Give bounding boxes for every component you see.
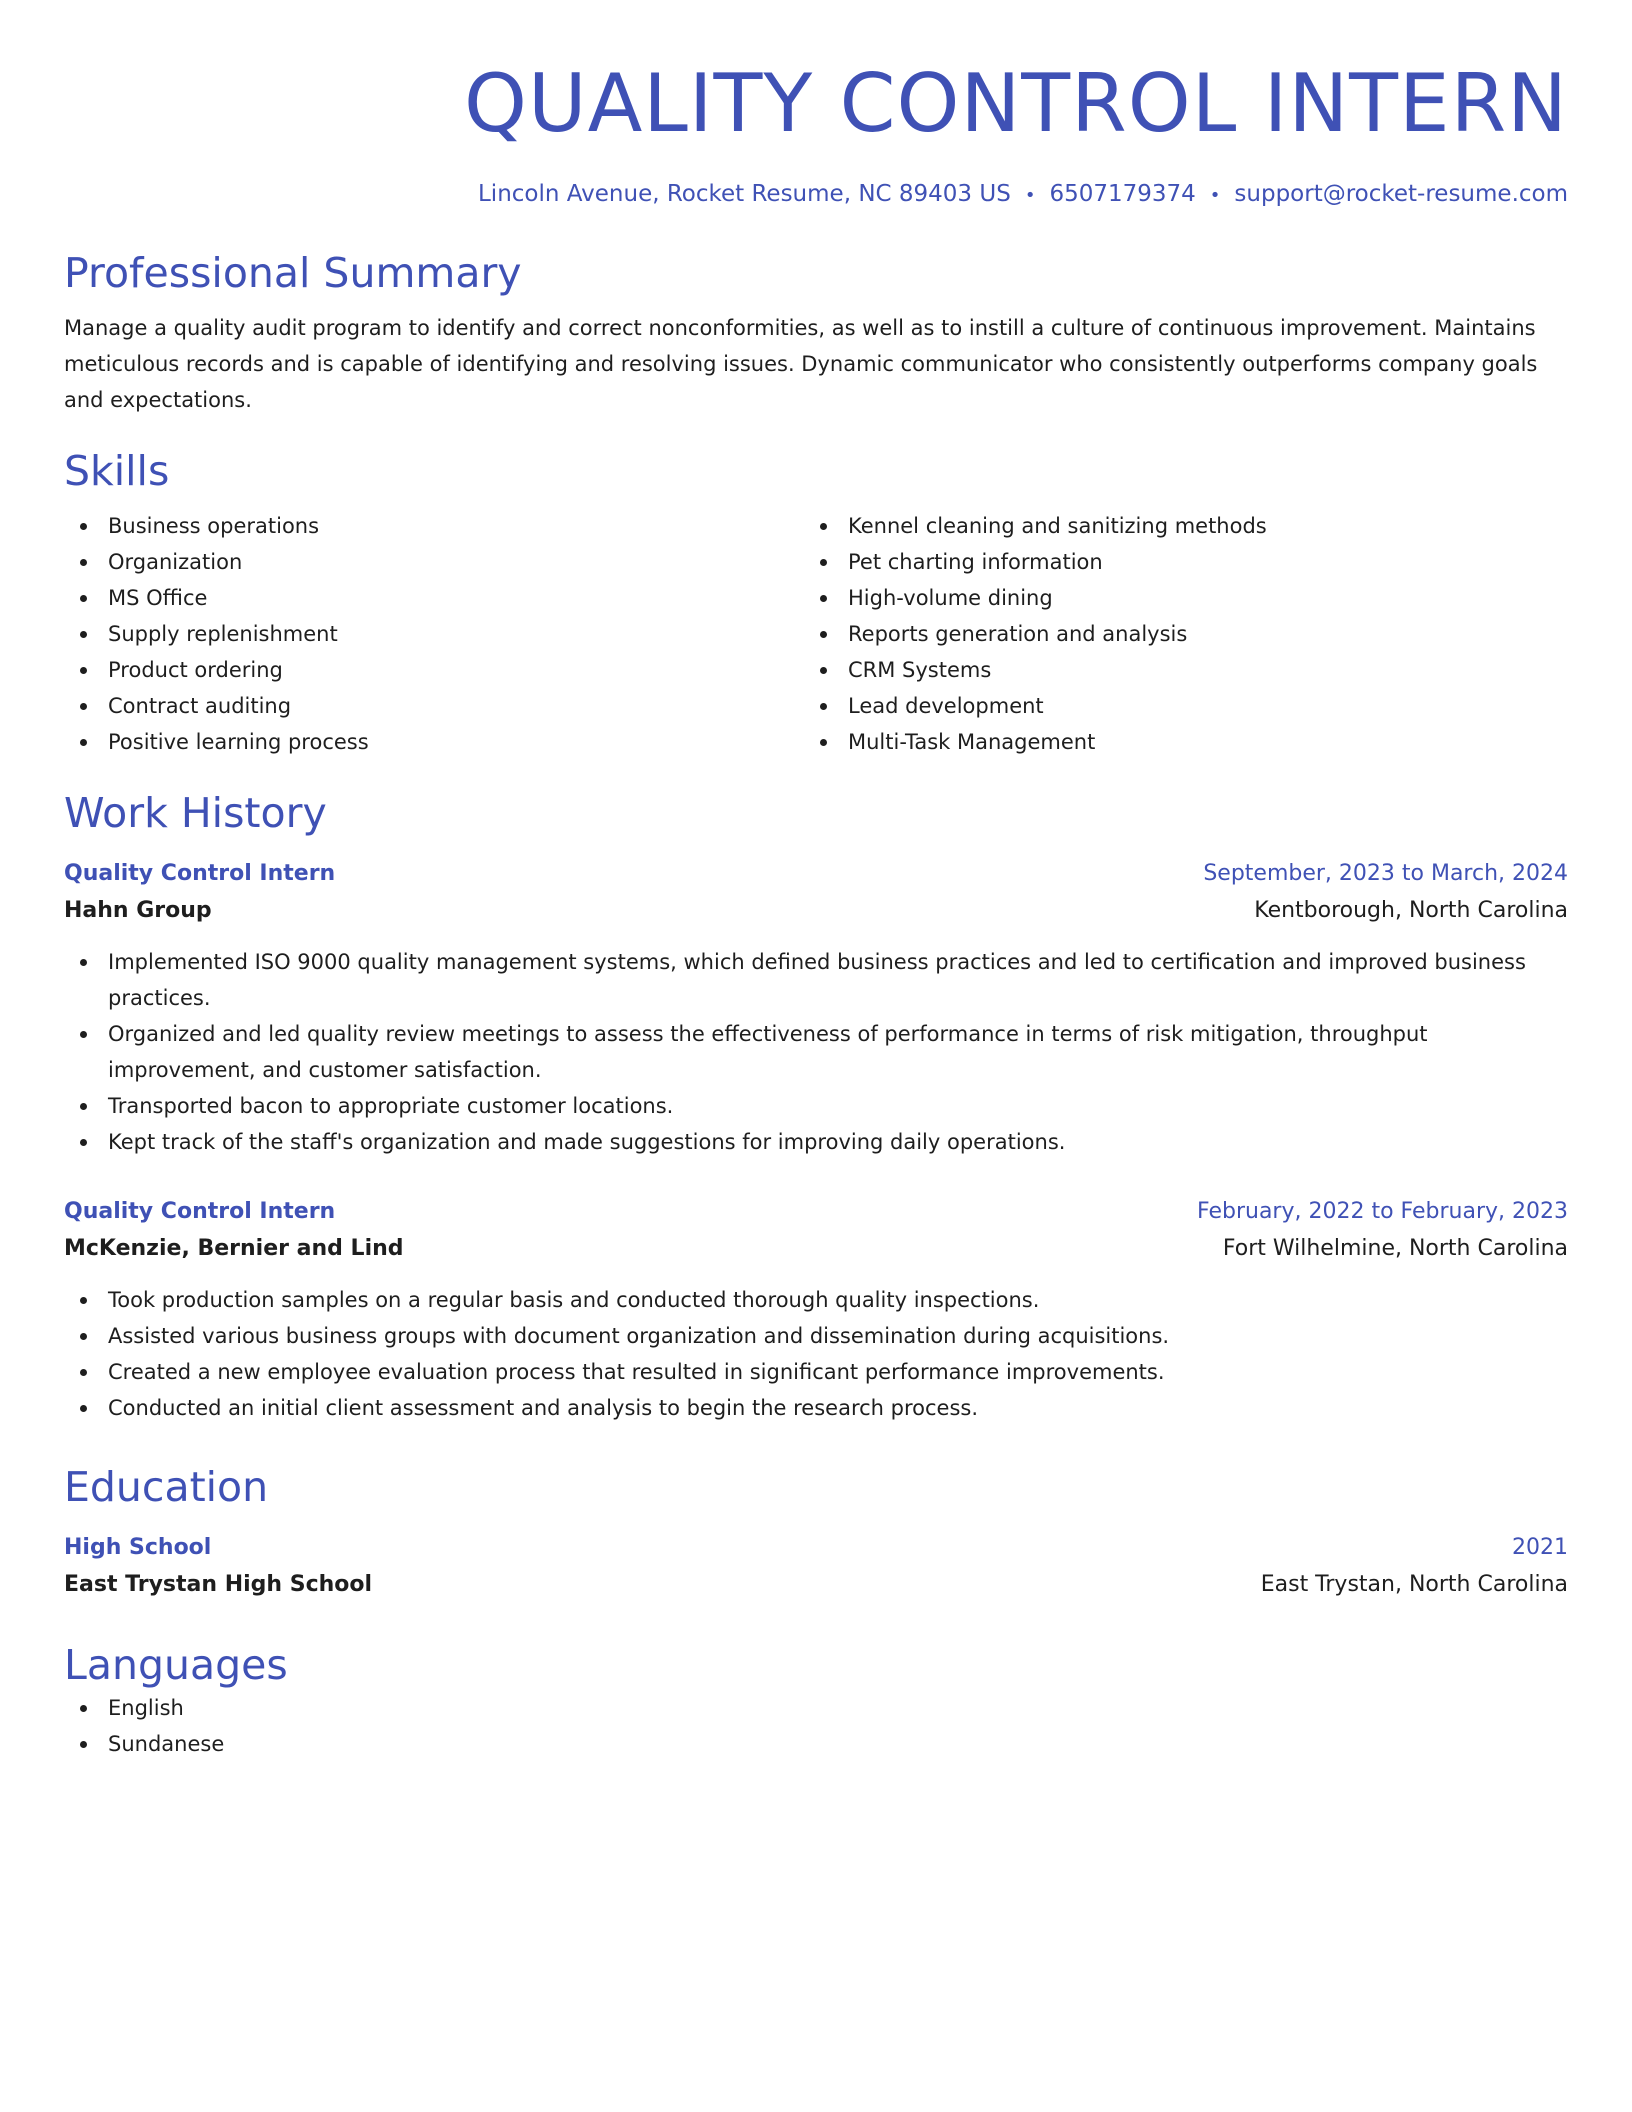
job-bullet: Organized and led quality review meetings to assess the effectiveness of performance in terms of risk mitigation, throughput improvement, and customer satisfaction. [64, 1016, 1568, 1088]
skills-section [64, 446, 1568, 760]
job-company-row [64, 892, 1568, 930]
skill-item: Organization [64, 544, 804, 580]
section-title-education: Education [64, 1463, 269, 1511]
languages-section [64, 1640, 1568, 1762]
skills-list-right [804, 508, 1544, 760]
contact-separator: • [1209, 185, 1221, 206]
job-entry [64, 856, 1568, 1160]
education-entry [64, 1530, 1568, 1604]
job-role: Quality Control Intern [64, 1199, 336, 1224]
section-title-work-history: Work History [64, 789, 327, 837]
skill-item: Pet charting information [804, 544, 1544, 580]
education-school: East Trystan High School [64, 1572, 373, 1597]
skill-item: Supply replenishment [64, 616, 804, 652]
job-role: Quality Control Intern [64, 861, 336, 886]
skill-item: Positive learning process [64, 724, 804, 760]
section-title-languages: Languages [64, 1641, 288, 1689]
email: support@rocket-resume.com [1234, 181, 1568, 207]
job-bullet: Implemented ISO 9000 quality management systems, which defined business practices and led to certification and improved business practices. [64, 944, 1568, 1016]
education-year: 2021 [1512, 1535, 1568, 1560]
job-bullet: Created a new employee evaluation process that resulted in significant performance improvements. [64, 1354, 1568, 1390]
job-dates: September, 2023 to March, 2024 [1203, 861, 1568, 886]
work-history-section [64, 788, 1568, 1426]
job-location: Kentborough, North Carolina [1254, 898, 1568, 923]
skill-item: Product ordering [64, 652, 804, 688]
job-bullets [64, 944, 1568, 1160]
summary-section [64, 248, 1568, 418]
language-item: English [64, 1690, 1568, 1726]
education-degree: High School [64, 1535, 212, 1560]
languages-list [64, 1690, 1568, 1762]
education-school-row [64, 1566, 1568, 1604]
language-item: Sundanese [64, 1726, 1568, 1762]
job-company: Hahn Group [64, 898, 212, 923]
resume-header [64, 56, 1568, 212]
job-bullet: Took production samples on a regular basis and conducted thorough quality inspections. [64, 1282, 1568, 1318]
skill-item: Reports generation and analysis [804, 616, 1544, 652]
skill-item: CRM Systems [804, 652, 1544, 688]
job-bullet: Kept track of the staff's organization and made suggestions for improving daily operations. [64, 1124, 1568, 1160]
section-title-skills: Skills [64, 447, 170, 495]
contact-line [64, 178, 1568, 212]
skill-item: High-volume dining [804, 580, 1544, 616]
job-entry [64, 1194, 1568, 1426]
skills-list-left [64, 508, 804, 760]
address: Lincoln Avenue, Rocket Resume, NC 89403 US [477, 181, 1011, 207]
contact-separator: • [1024, 185, 1036, 206]
skill-item: Business operations [64, 508, 804, 544]
skills-column-right [804, 508, 1544, 760]
skill-item: Kennel cleaning and sanitizing methods [804, 508, 1544, 544]
skill-item: Multi-Task Management [804, 724, 1544, 760]
education-location: East Trystan, North Carolina [1260, 1572, 1568, 1597]
job-dates: February, 2022 to February, 2023 [1197, 1199, 1568, 1224]
job-header-row [64, 1194, 1568, 1230]
job-location: Fort Wilhelmine, North Carolina [1222, 1236, 1568, 1261]
skills-column-left [64, 508, 804, 760]
job-bullets [64, 1282, 1568, 1426]
job-header-row [64, 856, 1568, 892]
skill-item: MS Office [64, 580, 804, 616]
section-title-summary: Professional Summary [64, 249, 522, 297]
job-company: McKenzie, Bernier and Lind [64, 1236, 404, 1261]
job-bullet: Conducted an initial client assessment and analysis to begin the research process. [64, 1390, 1568, 1426]
job-bullet: Transported bacon to appropriate customer locations. [64, 1088, 1568, 1124]
skill-item: Lead development [804, 688, 1544, 724]
job-bullet: Assisted various business groups with document organization and dissemination during acquisitions. [64, 1318, 1568, 1354]
job-company-row [64, 1230, 1568, 1268]
skills-grid [64, 508, 1568, 760]
phone: 6507179374 [1049, 181, 1196, 207]
candidate-title: QUALITY CONTROL INTERN [464, 57, 1568, 150]
summary-text: Manage a quality audit program to identify and correct nonconformities, as well as to instill a culture of continuous improvement. Maintains meticulous records and is capable of identifying and resolving issues. Dynamic communicator who consistently outperforms company goals and expectations. [64, 316, 1538, 412]
education-header-row [64, 1530, 1568, 1566]
skill-item: Contract auditing [64, 688, 804, 724]
education-section [64, 1462, 1568, 1604]
